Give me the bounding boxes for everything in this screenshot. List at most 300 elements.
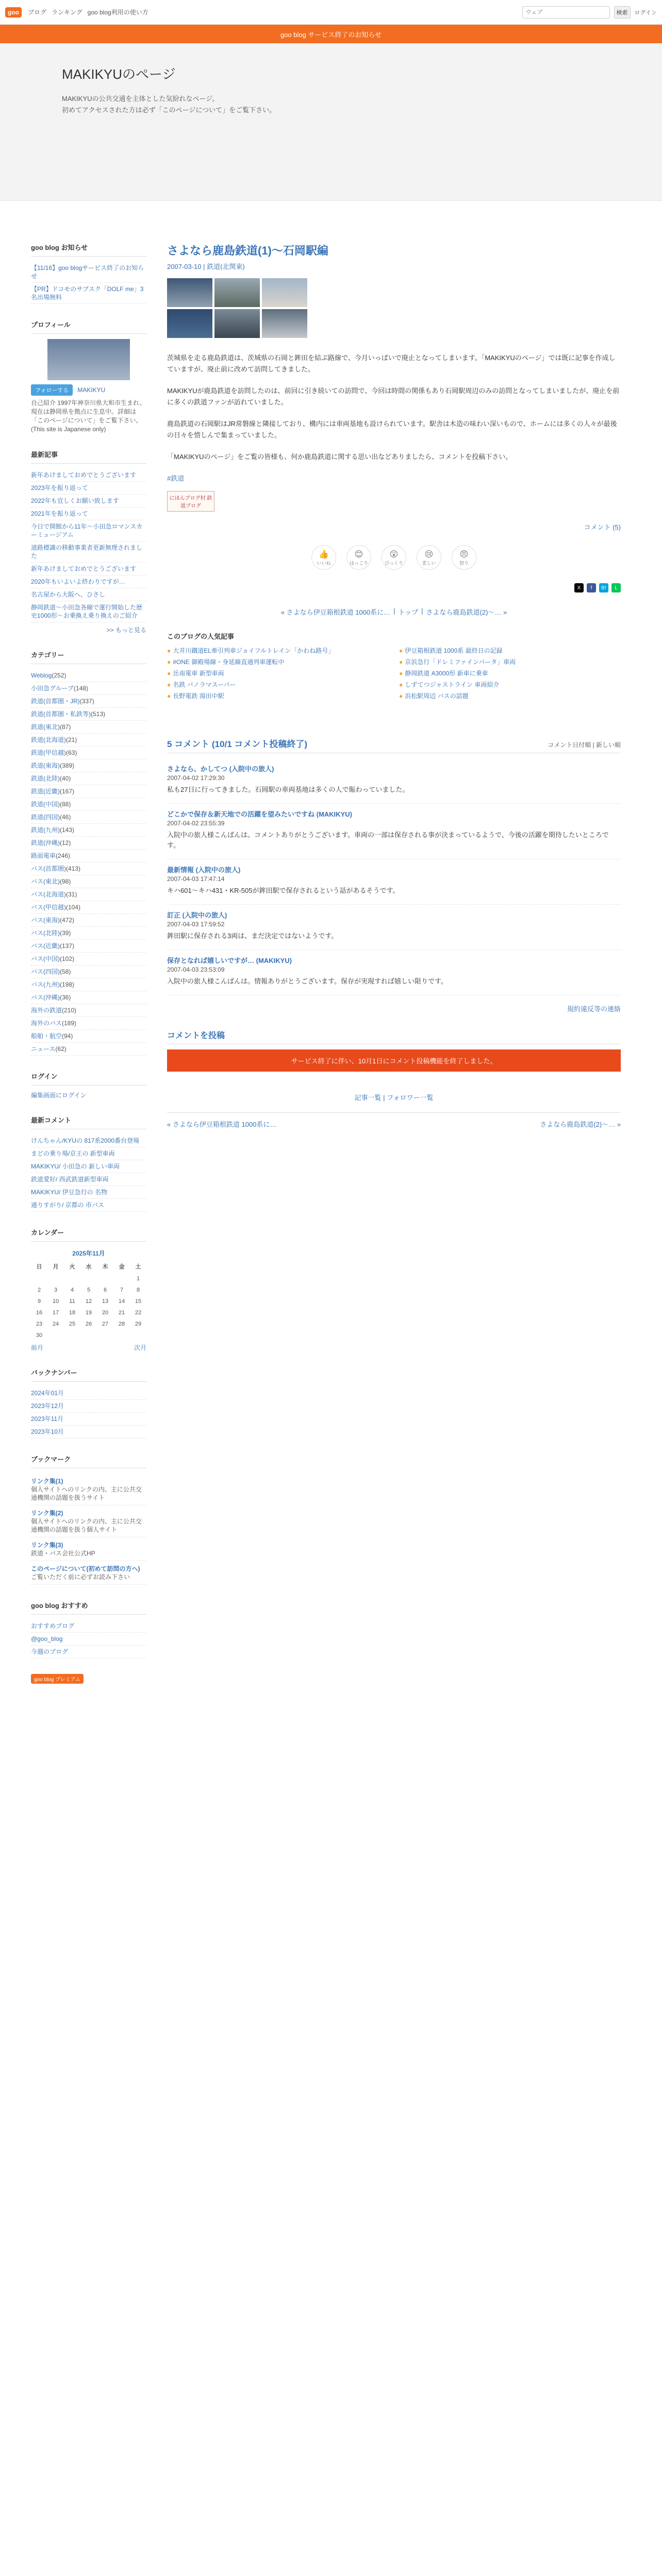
calendar-day (47, 1330, 64, 1341)
news-item[interactable]: 【PR】ドコモのサブスク「DOLF me」3 名出場無料 (31, 283, 146, 304)
category-name: 小田急グループ (31, 685, 74, 692)
profile-image[interactable] (47, 339, 130, 380)
calendar-day: 17 (52, 1310, 59, 1316)
category-count: (210) (62, 1007, 77, 1014)
entry-paragraph: MAKIKYUが鹿島鉄道を訪問したのは、前回に引き続いての訪問で、今回は時間の関係もあり石岡駅周辺のみの訪問となってしまいましたが、廃止を前に多くの鉄道ファンが訪れていました。 (167, 387, 620, 406)
category-count: (94) (62, 1032, 73, 1040)
popular-item-title: 岳南電車 新型車両 (173, 670, 224, 677)
comment-count-link[interactable]: コメント (5) (584, 523, 621, 531)
goo-recommend-item[interactable]: @goo_blog (31, 1633, 146, 1646)
sidebar (31, 242, 146, 1699)
comment-item (167, 905, 621, 950)
category-count: (58) (60, 968, 71, 975)
calendar-day: 13 (102, 1298, 109, 1304)
calendar-weekday: 日 (36, 1264, 42, 1270)
calendar-day: 6 (103, 1287, 107, 1293)
category-name: バス(北陸) (31, 929, 60, 937)
category-item[interactable] (31, 772, 146, 785)
comment-item (167, 804, 621, 859)
recent-item[interactable]: 2020年もいよいよ終わりですが… (31, 575, 146, 588)
calendar-next[interactable]: 次月 (134, 1344, 146, 1351)
bookmark-desc: 個人サイトへのリンクの内、主に公共交通機関の話題を扱う個人サイト (31, 1518, 142, 1533)
category-item[interactable] (31, 695, 146, 708)
category-name: 路面電車 (31, 852, 56, 859)
category-count: (98) (60, 878, 71, 885)
comment-date: 2007-04-03 17:59:52 (167, 921, 225, 928)
calendar-day (113, 1330, 130, 1341)
news-block (31, 242, 146, 304)
category-item[interactable] (31, 708, 146, 721)
facebook-share-icon[interactable]: f (587, 583, 596, 592)
category-item[interactable] (31, 940, 146, 953)
crown-icon: ● (167, 681, 171, 688)
calendar-day (130, 1330, 146, 1341)
category-name: バス(東北) (31, 878, 60, 885)
bookmark-link[interactable]: リンク集(3) (31, 1541, 63, 1549)
like-icon: 👍 (319, 550, 329, 559)
reaction-label: 悲しい (422, 560, 436, 566)
category-item[interactable] (31, 811, 146, 824)
recent-item[interactable]: 静岡鉄道〜小田急各線で運行開始した歴史1000形〜お乗換え乗り換えのご紹介 (31, 601, 146, 622)
popular-item[interactable] (399, 657, 621, 667)
popular-item[interactable] (167, 691, 389, 701)
crown-icon: ● (167, 658, 171, 666)
category-item[interactable] (31, 747, 146, 759)
comment-item (167, 859, 621, 905)
bookmark-link[interactable]: このページについて(初めて訪問の方へ) (31, 1565, 140, 1572)
edit-login-link[interactable]: 編集画面にログイン (31, 1092, 87, 1099)
calendar-day: 27 (102, 1321, 109, 1327)
category-item[interactable] (31, 824, 146, 837)
popular-item[interactable] (167, 657, 389, 667)
crown-icon: ● (167, 647, 171, 654)
backnumber-item[interactable]: 2023年11月 (31, 1413, 146, 1426)
category-count: (87) (60, 723, 71, 731)
reaction-label: びっくり (384, 560, 403, 566)
bottom-next-link[interactable]: さよなら鹿島鉄道(2)〜… » (540, 1121, 621, 1128)
category-item[interactable] (31, 837, 146, 850)
category-item[interactable] (31, 798, 146, 811)
calendar-day (97, 1330, 113, 1341)
latest-comment-item[interactable]: けんちゃん/KYUの 817系2000番台登場 (31, 1134, 146, 1147)
top-right (522, 6, 657, 19)
calendar-day: 7 (120, 1287, 124, 1293)
category-name: 海外のバス (31, 1020, 62, 1027)
category-item[interactable] (31, 734, 146, 747)
smile-icon: 😊 (354, 550, 363, 559)
search-button[interactable]: 検索 (614, 6, 631, 19)
reaction-label: 怒り (459, 560, 469, 566)
reaction-like[interactable] (311, 545, 336, 570)
category-item[interactable] (31, 978, 146, 991)
profile-title: プロフィール (31, 319, 146, 334)
photo-thumb[interactable] (214, 278, 260, 307)
crown-icon: ● (167, 670, 171, 677)
calendar-day: 18 (69, 1310, 76, 1316)
popular-item-title: 名鉄 パノラマスーパー (173, 681, 236, 688)
profile-name[interactable]: MAKIKYU (77, 386, 106, 394)
category-item[interactable] (31, 1030, 146, 1043)
entry-title[interactable]: さよなら鹿島鉄道(1)〜石岡駅編 (167, 244, 328, 257)
recent-item[interactable]: 今日で開館から11年〜小田急ロマンスカーミュージアム (31, 520, 146, 541)
category-count: (36) (60, 994, 71, 1001)
category-name: 鉄道(東海) (31, 762, 60, 769)
recent-item[interactable]: 2023年を振り返って (31, 482, 146, 495)
backnumber-item[interactable]: 2024年01月 (31, 1387, 146, 1400)
bookmark-desc: 鉄道・バス会社公式HP (31, 1550, 95, 1557)
reaction-buttons (167, 545, 621, 570)
category-count: (21) (66, 736, 77, 743)
popular-item[interactable] (167, 680, 389, 689)
backnumber-block (31, 1367, 146, 1438)
login-block (31, 1071, 146, 1099)
bottom-links[interactable]: 記事一覧 | フォロワー一覧 (354, 1094, 434, 1101)
category-item[interactable] (31, 953, 146, 965)
crown-icon: ● (399, 670, 403, 677)
surprise-icon: 😲 (389, 550, 399, 559)
calendar-day: 29 (135, 1321, 142, 1327)
latest-comment-item[interactable]: まどの乗り場/京王の 新型車両 (31, 1147, 146, 1160)
pager-separator: | (421, 607, 423, 615)
calendar-day (47, 1273, 64, 1284)
popular-item-title: しずてつジャストライン 車両紹介 (405, 681, 500, 688)
comment-date: 2007-04-02 17:29:30 (167, 774, 225, 782)
next-entry-link[interactable]: さよなら鹿島鉄道(2)〜… » (426, 608, 507, 616)
goo-recommend-block (31, 1600, 146, 1658)
category-name: 海外の鉄道 (31, 1007, 62, 1014)
popular-item-title: 伊豆箱根鉄道 1000系 最終日の記録 (405, 647, 503, 654)
comments-header (167, 737, 621, 753)
calendar-prev[interactable]: 前月 (31, 1344, 44, 1351)
blog-header (0, 43, 662, 201)
calendar-day (80, 1273, 97, 1284)
bookmark-link[interactable]: リンク集(1) (31, 1478, 63, 1485)
top-link-howto[interactable]: goo blog利用の使い方 (87, 9, 148, 16)
category-name: 鉄道(北海道) (31, 736, 66, 743)
latest-comment-item[interactable]: MAKIKYU/ 伊豆急行の 名物 (31, 1186, 146, 1199)
category-name: 鉄道(近畿) (31, 788, 60, 795)
goo-recommend-title: goo blog おすすめ (31, 1600, 146, 1615)
service-end-notice[interactable] (0, 25, 662, 43)
news-item[interactable]: 【11/16】goo blogサービス終了のお知らせ (31, 262, 146, 283)
calendar-day: 22 (135, 1310, 142, 1316)
popular-list (167, 646, 621, 701)
crown-icon: ● (399, 681, 403, 688)
category-count: (198) (60, 981, 75, 988)
reaction-surprise[interactable] (382, 545, 406, 570)
backnumber-title: バックナンバー (31, 1367, 146, 1382)
comment-body: 鉾田駅に保存される3両は、まだ決定ではないようです。 (167, 932, 338, 940)
category-count: (472) (60, 917, 75, 924)
calendar-day: 3 (54, 1287, 58, 1293)
category-count: (137) (60, 942, 75, 950)
category-name: 鉄道(東北) (31, 723, 60, 731)
category-count: (39) (60, 929, 71, 937)
category-item[interactable] (31, 991, 146, 1004)
category-name: バス(中国) (31, 955, 60, 962)
category-name: バス(甲信越) (31, 904, 66, 911)
category-name: バス(四国) (31, 968, 60, 975)
popular-item-title: 京浜急行「ドレミファインバータ」車両 (405, 658, 516, 666)
comment-body: 入院中の旅人様こんばんは。情報ありがとうございます。保存が実現すれば嬉しい限りです。 (167, 977, 448, 985)
calendar-day: 14 (118, 1298, 125, 1304)
calendar-day: 28 (118, 1321, 125, 1327)
popular-item-title: 静岡鉄道 A3000形 新車に乗車 (405, 670, 488, 677)
calendar-weekday: 土 (135, 1264, 141, 1270)
calendar-day (80, 1330, 97, 1341)
category-item[interactable] (31, 682, 146, 695)
category-item[interactable] (31, 927, 146, 940)
report-link[interactable]: 規約違反等の連絡 (567, 1005, 621, 1013)
category-name: バス(東海) (31, 917, 60, 924)
blog-desc-line-1: MAKIKYUの公共交通を主体とした気紛れなページ。 (62, 95, 219, 103)
calendar-day: 15 (135, 1298, 142, 1304)
category-name: 船舶・航空 (31, 1032, 62, 1040)
category-name: バス(近畿) (31, 942, 60, 950)
category-count: (148) (74, 685, 89, 692)
reaction-sad[interactable] (417, 545, 441, 570)
calendar-day: 9 (37, 1298, 41, 1304)
calendar-day: 24 (52, 1321, 59, 1327)
recent-item[interactable]: 道路標識の移動事業者更新無理されました (31, 541, 146, 563)
category-count: (104) (66, 904, 81, 911)
category-count: (389) (60, 762, 75, 769)
blog-desc-line-2: 初めてアクセスされた方は必ず「このページについて」をご覧下さい。 (62, 106, 276, 114)
category-item[interactable] (31, 914, 146, 927)
comment-author[interactable]: 最新情報 (入院中の旅人) (167, 866, 241, 874)
entry-paragraph: 茨城県を走る鹿島鉄道は、茨城県の石岡と鉾田を結ぶ路線で、今月いっぱいで廃止となってしまいます。「MAKIKYUのページ」では既に記事を作成していますが、廃止前に改めて訪問してきました。 (167, 354, 616, 373)
calendar-day: 8 (136, 1287, 140, 1293)
calendar-day: 5 (87, 1287, 91, 1293)
goo-recommend-item[interactable]: おすすめブログ (31, 1620, 146, 1633)
popular-item-title: 浜松駅周辺 バスの話題 (405, 692, 469, 700)
comment-body: キハ601〜キハ431・KR-505が鉾田駅で保存されるという話があるそうです。 (167, 887, 400, 894)
calendar-day: 2 (37, 1287, 41, 1293)
category-name: バス(北海道) (31, 891, 66, 898)
bookmark-item (31, 1505, 146, 1537)
bottom-prev-link[interactable]: « さよなら伊豆箱根鉄道 1000系に… (167, 1121, 277, 1128)
goo-premium-logo[interactable]: goo blog プレミアム (31, 1674, 84, 1684)
calendar-block (31, 1227, 146, 1352)
category-name: 鉄道(甲信越) (31, 749, 66, 756)
category-item[interactable] (31, 1004, 146, 1017)
calendar-day: 1 (136, 1276, 140, 1282)
category-item[interactable] (31, 850, 146, 862)
category-name: Weblog (31, 672, 52, 679)
popular-item[interactable] (167, 646, 389, 655)
entry-paragraph: 「MAKIKYUのページ」をご覧の皆様も、何か鹿島鉄道に関する思い出などありましたら、コメントを投稿下さい。 (167, 453, 512, 461)
category-item[interactable] (31, 862, 146, 875)
comments-title: 5 コメント (10/1 コメント投稿終了) (167, 739, 308, 749)
category-count: (189) (62, 1020, 77, 1027)
search-input[interactable] (522, 6, 610, 19)
comment-list (167, 758, 621, 995)
comment-closed-banner[interactable]: サービス終了に伴い、10月1日にコメント投稿機能を終了しました。 (167, 1049, 621, 1072)
popular-item-title: 大井川鐵道EL牽引列車ジョイフルトレイン「かわね路号」 (173, 647, 335, 654)
photo-thumb[interactable] (167, 278, 212, 307)
hatena-share-icon[interactable]: B! (599, 583, 608, 592)
crown-icon: ● (399, 647, 403, 654)
photo-thumb[interactable] (262, 309, 307, 338)
category-count: (337) (79, 698, 94, 705)
backnumber-item[interactable]: 2023年12月 (31, 1400, 146, 1413)
latest-comment-item[interactable]: MAKIKYU/ 小田急の 新しい車両 (31, 1160, 146, 1173)
bookmark-title: ブックマーク (31, 1454, 146, 1468)
category-name: 鉄道(四国) (31, 814, 60, 821)
comments-sort[interactable]: コメント日付順 | 新しい順 (548, 741, 621, 749)
popular-item[interactable] (399, 669, 621, 678)
profile-block (31, 319, 146, 434)
angry-icon: 😠 (459, 550, 469, 559)
content-wrap (0, 201, 662, 1699)
category-count: (143) (60, 826, 75, 834)
category-count: (63) (66, 749, 77, 756)
goo-logo[interactable]: goo (5, 7, 22, 18)
comment-date: 2007-04-02 23:55:39 (167, 820, 225, 827)
recent-more-link[interactable]: >> もっと見る (106, 626, 146, 634)
latest-comment-item[interactable]: 通りすがり/ 京都の 市バス (31, 1199, 146, 1212)
entry-tag[interactable]: #鉄道 (167, 474, 185, 482)
category-item[interactable] (31, 785, 146, 798)
calendar-day: 23 (36, 1321, 43, 1327)
backnumber-item[interactable]: 2023年10月 (31, 1426, 146, 1438)
category-item[interactable] (31, 721, 146, 734)
calendar-weekday: 火 (69, 1264, 75, 1270)
recent-item[interactable]: 2022年も宜しくお願い致します (31, 495, 146, 507)
category-list (31, 669, 146, 1056)
top-link-blog[interactable]: ブログ (28, 9, 47, 16)
bookmark-item (31, 1561, 146, 1585)
category-name: ニュース (31, 1045, 56, 1053)
photo-thumb[interactable] (167, 309, 212, 338)
reaction-label: いいね (317, 560, 331, 566)
photo-thumbnails (167, 278, 621, 338)
bookmark-desc: ご覧いただく前に必ずお読み下さい (31, 1573, 130, 1581)
bookmark-desc: 個人サイトへのリンクの内、主に公共交通機関の話題を扱うサイト (31, 1486, 142, 1501)
blog-title[interactable]: MAKIKYUのページ (62, 66, 176, 82)
calendar-day (113, 1273, 130, 1284)
category-item[interactable] (31, 759, 146, 772)
top-link-ranking[interactable]: ランキング (52, 9, 82, 16)
calendar-day: 26 (85, 1321, 92, 1327)
login-title: ログイン (31, 1071, 146, 1086)
calendar-day: 21 (118, 1310, 125, 1316)
sad-icon: 😢 (424, 550, 434, 559)
entry-date[interactable]: 2007-03-10 | 鉄道(北関東) (167, 263, 245, 270)
category-count: (252) (52, 672, 67, 679)
pager-separator: | (393, 607, 395, 615)
category-item[interactable] (31, 901, 146, 914)
profile-text: 自己紹介 1997年神奈川県大和市生まれ、現在は静岡県を拠点に生息中。詳細は「このページについて」をご覧下さい。(This site is Japanese only) (31, 399, 146, 433)
crown-icon: ● (399, 692, 403, 700)
calendar-day: 11 (69, 1298, 75, 1304)
category-item[interactable] (31, 1043, 146, 1056)
bookmark-link[interactable]: リンク集(2) (31, 1510, 63, 1517)
category-count: (46) (60, 814, 71, 821)
category-count: (102) (60, 955, 75, 962)
top-bar (0, 0, 662, 25)
popular-item[interactable] (399, 691, 621, 701)
reaction-angry[interactable] (452, 545, 476, 570)
category-item[interactable] (31, 965, 146, 978)
ranking-banner[interactable]: にほんブログ村 鉄道ブログ (167, 491, 214, 512)
comment-author[interactable]: 訂正 (入院中の旅人) (167, 911, 227, 919)
calendar-weekday: 月 (53, 1264, 59, 1270)
footer-logo-block (31, 1674, 146, 1684)
calendar-table (31, 1260, 146, 1341)
comment-author[interactable]: どこかで保存＆新天地での活躍を望みたいですね (MAKIKYU) (167, 810, 352, 818)
category-name: 鉄道(北陸) (31, 775, 60, 782)
line-share-icon[interactable]: L (611, 583, 621, 592)
comment-author[interactable]: 保存となれば嬉しいですが… (MAKIKYU) (167, 957, 292, 964)
comment-author[interactable]: さよなら、かしてつ (入院中の旅人) (167, 765, 274, 773)
follow-button[interactable]: フォローする (31, 384, 73, 396)
reaction-warm[interactable] (346, 545, 371, 570)
category-name: 鉄道(九州) (31, 826, 60, 834)
comment-body: 入院中の旅人様こんばんは。コメントありがとうございます。車両の一部は保存される事が決まっているようで、今後の活躍を期待したいところです。 (167, 831, 609, 849)
prev-entry-link[interactable]: « さよなら伊豆箱根鉄道 1000系に… (280, 608, 391, 616)
category-item[interactable] (31, 1017, 146, 1030)
login-link[interactable]: ログイン (634, 9, 657, 16)
top-link[interactable]: トップ (398, 608, 419, 616)
calendar-day: 25 (69, 1321, 76, 1327)
calendar-month: 2025年11月 (72, 1250, 105, 1257)
popular-item[interactable] (399, 680, 621, 689)
entry-pager (167, 607, 621, 617)
calendar-weekday: 木 (102, 1264, 108, 1270)
calendar-day: 4 (70, 1287, 74, 1293)
bookmark-block (31, 1454, 146, 1585)
notice-text: goo blog サービス終了のお知らせ (280, 30, 382, 39)
category-name: 鉄道(首都圏・私鉄等) (31, 710, 91, 718)
main-content (167, 242, 621, 1699)
x-share-icon[interactable]: X (574, 583, 584, 592)
photo-thumb[interactable] (214, 309, 260, 338)
photo-thumb[interactable] (262, 278, 307, 307)
calendar-day (64, 1273, 80, 1284)
recent-item[interactable]: 名古屋から大阪へ、ひさし (31, 588, 146, 601)
category-name: 鉄道(沖縄) (31, 839, 60, 846)
category-title: カテゴリー (31, 650, 146, 664)
crown-icon: ● (167, 692, 171, 700)
popular-item[interactable] (167, 669, 389, 678)
category-count: (88) (60, 801, 71, 808)
category-item[interactable] (31, 669, 146, 682)
calendar-weekday: 金 (119, 1264, 125, 1270)
comment-item (167, 758, 621, 804)
recent-item[interactable]: 新年あけましておめでとうございます (31, 563, 146, 575)
comment-date: 2007-04-03 17:47:14 (167, 875, 225, 883)
latest-comment-item[interactable]: 鉄道愛好/ 西武鉄道新型車両 (31, 1173, 146, 1186)
bottom-navigation (167, 1112, 621, 1129)
calendar-day (64, 1330, 80, 1341)
category-item[interactable] (31, 888, 146, 901)
category-item[interactable] (31, 875, 146, 888)
comment-body: 私も27日に行ってきました。石岡駅の車両基地は多くの人で賑わっていました。 (167, 786, 409, 793)
recent-item[interactable]: 新年あけましておめでとうございます (31, 469, 146, 482)
calendar-day (31, 1273, 47, 1284)
bookmark-item (31, 1537, 146, 1561)
popular-item[interactable] (399, 646, 621, 655)
post-comment-title: コメントを投稿 (167, 1029, 621, 1044)
recent-item[interactable]: 2021年を振り返って (31, 507, 146, 520)
bookmark-item (31, 1473, 146, 1505)
calendar-day (97, 1273, 113, 1284)
category-name: 鉄道(首都圏・JR) (31, 698, 80, 705)
goo-recommend-item[interactable]: 今週のブログ (31, 1646, 146, 1658)
calendar-day: 19 (85, 1310, 92, 1316)
reaction-label: ほっこり (349, 560, 368, 566)
